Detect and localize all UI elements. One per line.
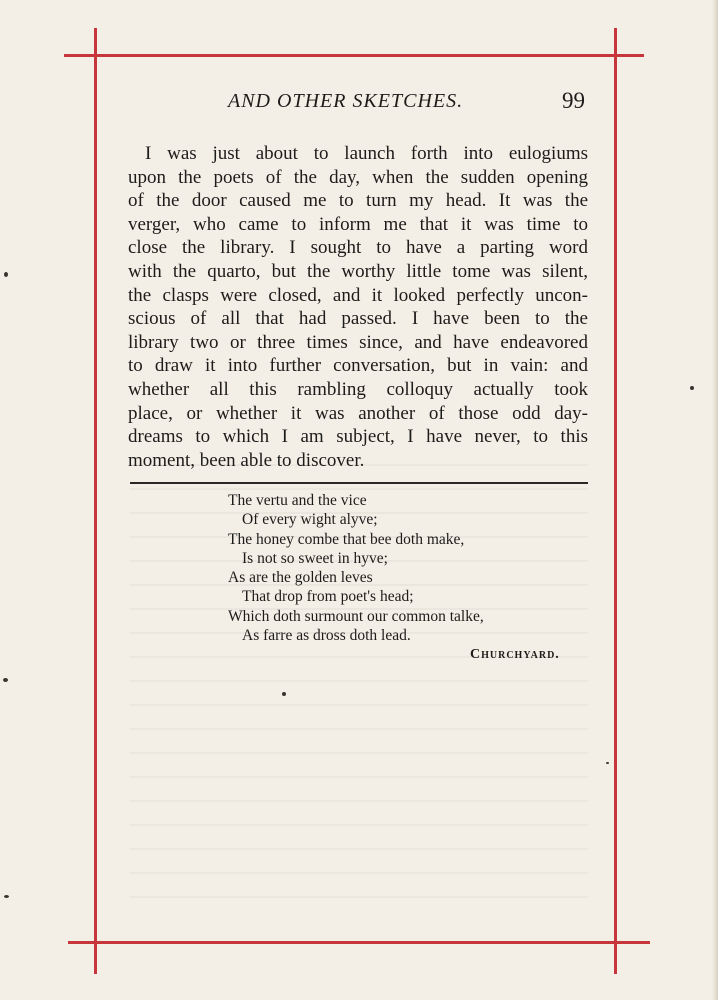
verse-line: Which doth surmount our common talke, xyxy=(228,607,484,625)
verse-line: That drop from poet's head; xyxy=(242,588,414,606)
red-border-bottom xyxy=(68,941,650,944)
red-border-left xyxy=(94,28,97,974)
page-number: 99 xyxy=(562,88,585,113)
body-line: to draw it into further conversation, but in vain: and xyxy=(128,355,588,377)
body-line: close the library. I sought to have a parting word xyxy=(128,237,588,259)
body-line: upon the poets of the day, when the sudden opening xyxy=(128,166,588,188)
red-border-top xyxy=(64,54,644,57)
body-line: scious of all that had passed. I have been to the xyxy=(128,308,588,330)
body-line: I was just about to launch forth into eulogiums xyxy=(145,143,588,164)
body-line: of the door caused me to turn my head. It was the xyxy=(128,190,588,212)
ink-speck xyxy=(282,692,286,696)
verse-line: Is not so sweet in hyve; xyxy=(242,549,388,567)
body-line: the clasps were closed, and it looked perfectly uncon- xyxy=(128,284,588,306)
body-line: moment, been able to discover. xyxy=(128,449,365,471)
spine-shadow xyxy=(712,0,718,1000)
body-paragraph xyxy=(128,142,588,472)
body-line: verger, who came to inform me that it was time to xyxy=(128,213,588,235)
ink-speck xyxy=(3,678,8,682)
body-line: with the quarto, but the worthy little tome was silent, xyxy=(128,260,588,282)
body-line: place, or whether it was another of those odd day- xyxy=(128,402,588,424)
body-line: whether all this rambling colloquy actually took xyxy=(128,378,588,400)
body-line: dreams to which I am subject, I have never, to this xyxy=(128,426,588,448)
verse-line: Of every wight alyve; xyxy=(242,511,378,529)
red-border-right xyxy=(614,28,617,974)
verse-stanza xyxy=(228,491,484,645)
ink-speck xyxy=(4,272,8,277)
verse-line: The vertu and the vice xyxy=(228,492,367,509)
verse-attribution: Churchyard. xyxy=(470,647,560,662)
running-head: AND OTHER SKETCHES. xyxy=(228,90,464,112)
verse-line: The honey combe that bee doth make, xyxy=(228,530,465,548)
ink-speck xyxy=(4,895,9,898)
verse-line: As farre as dross doth lead. xyxy=(242,627,411,645)
ink-speck xyxy=(606,762,609,764)
body-line: library two or three times since, and have endeavored xyxy=(128,331,588,353)
ink-speck xyxy=(690,386,694,390)
section-divider xyxy=(130,482,588,484)
verse-line: As are the golden leves xyxy=(228,569,373,587)
